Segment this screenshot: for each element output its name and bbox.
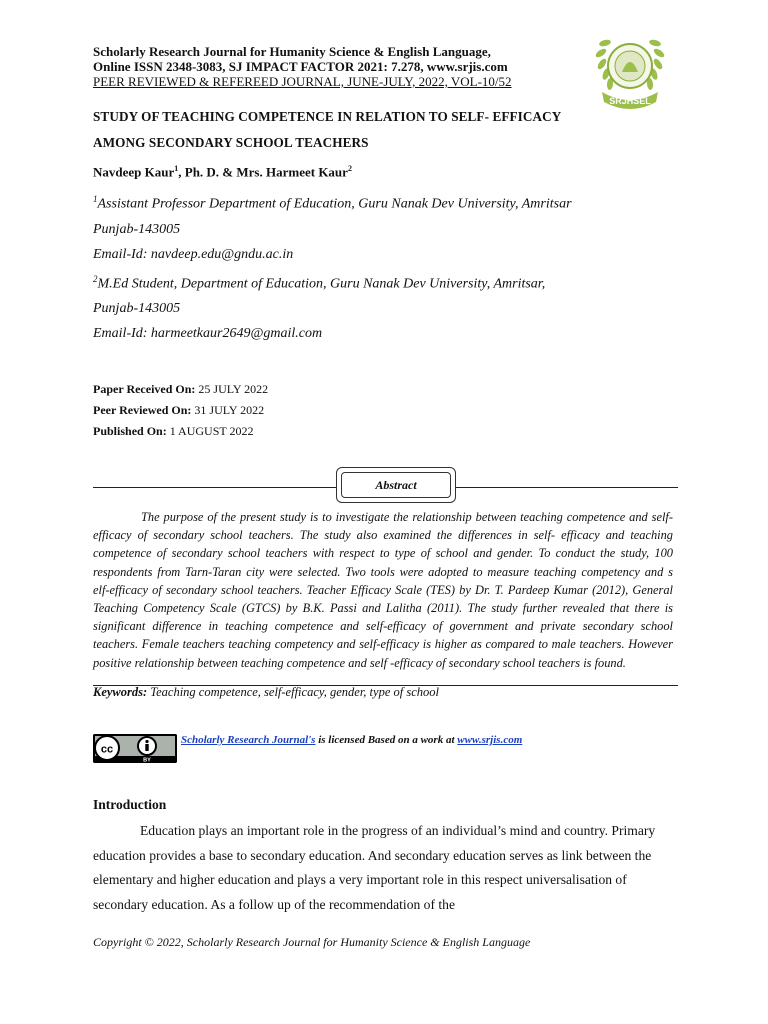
introduction-heading: Introduction <box>93 797 167 812</box>
logo-text: SRJHSEL <box>609 96 651 106</box>
cc-by-license-icon[interactable] <box>93 734 177 763</box>
cc-by-label: BY <box>143 757 151 763</box>
reviewed-date: Peer Reviewed On: 31 JULY 2022 <box>93 403 265 417</box>
author-line: Navdeep Kaur$^1$, Ph. D. & Mrs. Harmeet Kaur$^2$ <box>93 164 352 180</box>
journal-header <box>93 44 573 89</box>
email-1: Email-Id: navdeep.edu@gndu.ac.in <box>93 246 294 262</box>
received-date: Paper Received On: 25 JULY 2022 <box>93 382 269 396</box>
affiliation-2: $^2$M.Ed Student, Department of Education, Guru Nanak Dev University, Amritsar, <box>93 273 546 292</box>
website-link[interactable]: www.srjis.com <box>457 734 523 746</box>
published-date: Published On: 1 AUGUST 2022 <box>93 424 254 438</box>
publication-dates <box>93 379 268 442</box>
journal-volume: PEER REVIEWED & REFEREED JOURNAL, JUNE-JULY, 2022, VOL-10/52 <box>93 74 512 89</box>
introduction-text: Education plays an important role in the progress of an individual’s mind and country. Primary education provides a base to secondary education. And secondary education serves as link between the elementary and higher education and plays a very important role in this respect universalisation of secondary education. As a follow up of the recommendation of the <box>93 823 656 912</box>
journal-issn: Online ISSN 2348-3083, SJ IMPACT FACTOR 2021: 7.278, www.srjis.com <box>93 59 508 74</box>
svg-text:cc: cc <box>100 743 114 756</box>
copyright-footer: Copyright © 2022, Scholarly Research Journal for Humanity Science & English Language <box>93 935 531 949</box>
license-statement: Scholarly Research Journal's is licensed Based on a work at www.srjis.com <box>181 734 523 746</box>
abstract-heading: Abstract <box>341 472 451 498</box>
affiliations: $^1$Assistant Professor Department of Education, Guru Nanak Dev University, Amritsar Punjab-143005 Email-Id: navdeep.edu@gndu.ac.in $^2$M.Ed Student, Department of Education, Guru Nanak Dev University, Amritsar, Punjab-143005 Email-Id: harmeetkaur2649@gmail.com <box>93 187 713 346</box>
journal-name: Scholarly Research Journal for Humanity Science & English Language, <box>93 44 491 59</box>
affiliation-1: $^1$Assistant Professor Department of Education, Guru Nanak Dev University, Amritsar <box>93 194 572 212</box>
abstract-text: The purpose of the present study is to investigate the relationship between teaching competence and self-efficacy of secondary school teachers. The study also examined the differences in self- efficacy and teaching competence of secondary school teachers with respect to type of school and gender. To conduct the study, 100 respondents from Tarn-Taran city were selected. Two tools were adopted to measure teaching competency and s elf-efficacy of secondary school teachers. Teacher Efficacy Scale (TES) by Dr. T. Pardeep Kumar (2012), General Teaching Competency Scale (GTCS) by B.K. Passi and Lalitha (2011). The study further revealed that there is significant difference in teaching competence and self-efficacy of government and private secondary school teachers. Female teachers teaching competency and self-efficacy is higher as compared to male teachers. However positive relationship between teaching competence and self -efficacy of secondary school teachers is found. <box>93 510 695 670</box>
journal-link[interactable]: Scholarly Research Journal's <box>181 734 316 746</box>
email-2: Email-Id: harmeetkaur2649@gmail.com <box>93 326 323 342</box>
paper-title: STUDY OF TEACHING COMPETENCE IN RELATION TO SELF- EFFICACY AMONG SECONDARY SCHOOL TEACHERS <box>93 109 562 150</box>
abstract-heading-box <box>336 467 456 503</box>
keywords: Keywords: Teaching competence, self-efficacy, gender, type of school <box>93 685 439 699</box>
